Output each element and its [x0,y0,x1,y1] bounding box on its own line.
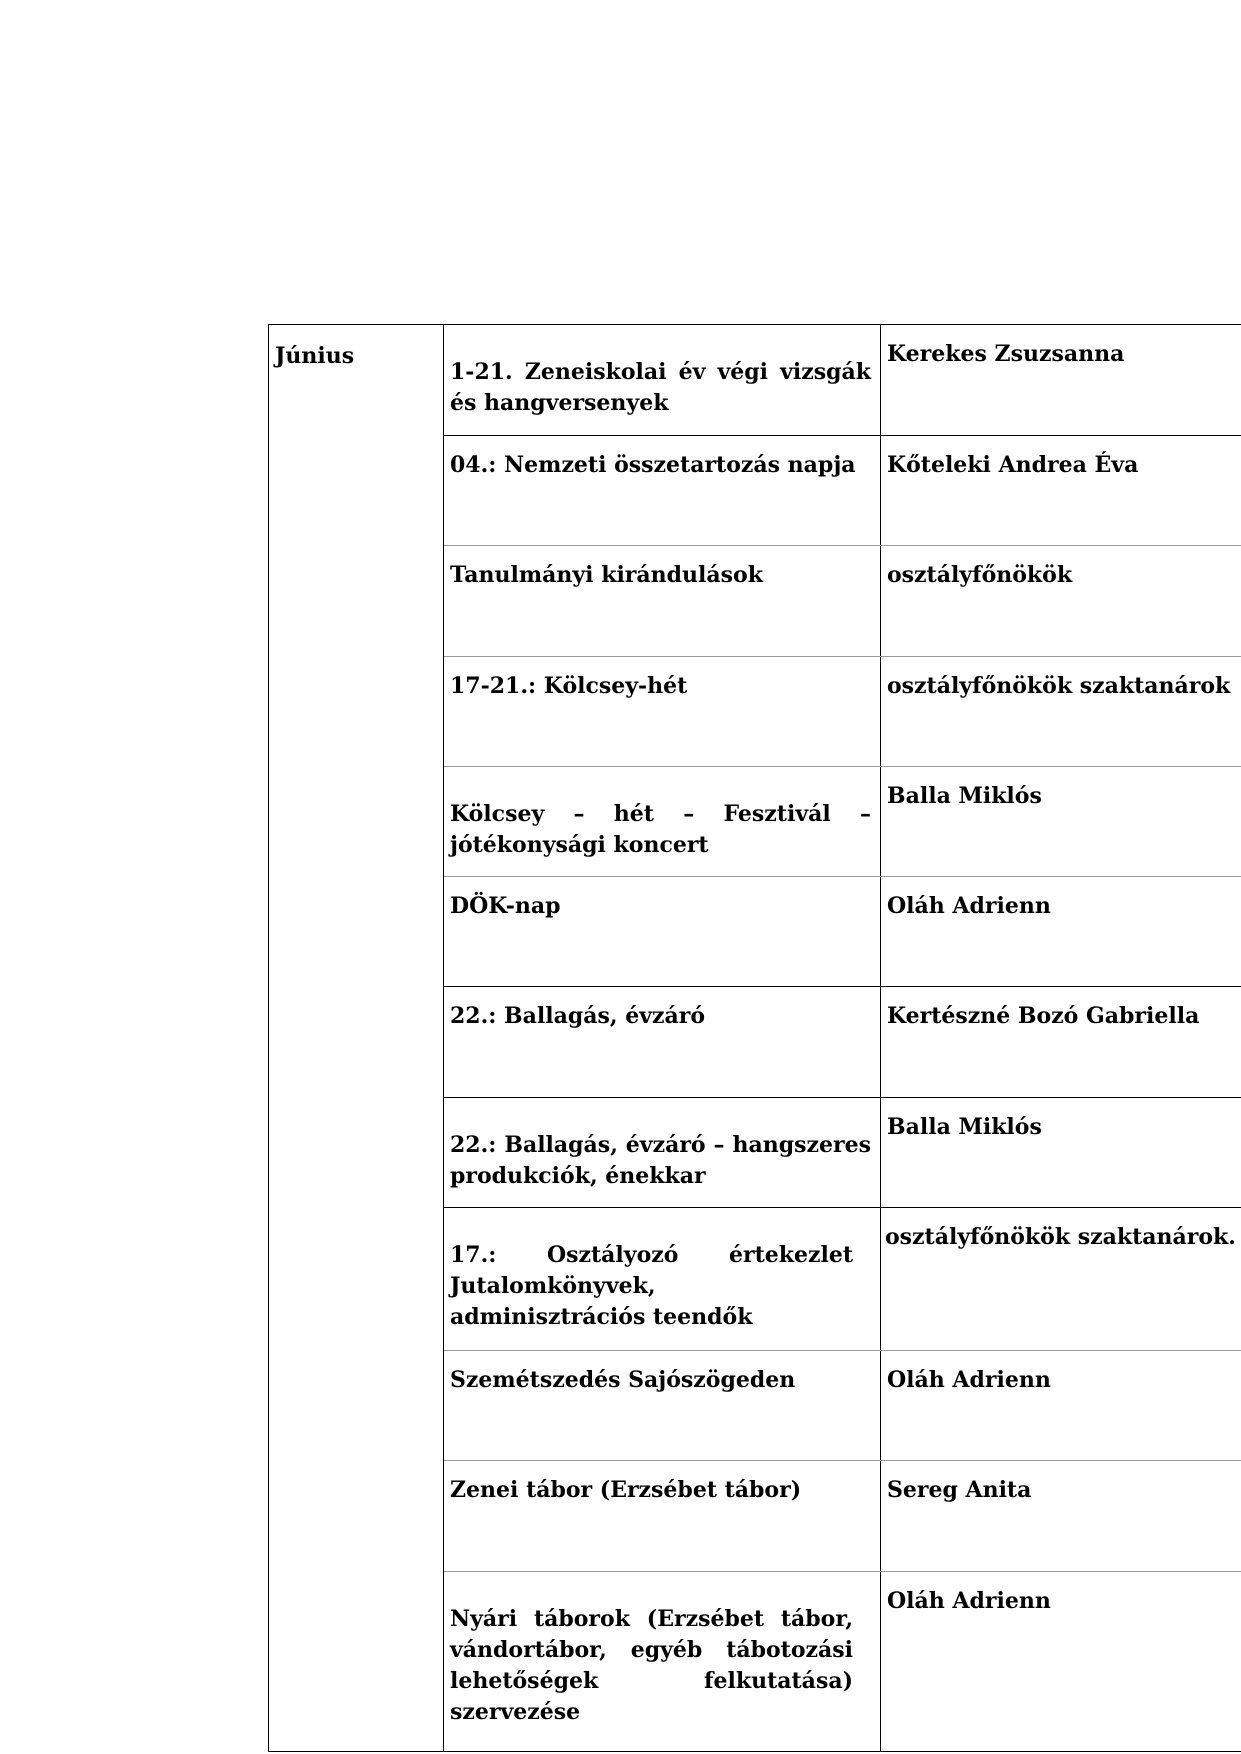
person-cell: Oláh Adrienn [887,1588,1051,1614]
person-cell: Balla Miklós [887,1114,1042,1140]
person-cell: osztályfőnökök szaktanárok [887,673,1231,699]
person-cell: Oláh Adrienn [887,1367,1051,1393]
table-row [444,435,1241,545]
person-cell: Kertészné Bozó Gabriella [887,1003,1200,1029]
table-row [444,656,1241,766]
table-row [444,1571,1241,1751]
event-cell: 1-21. Zeneiskolai év végi vizsgák és hangversenyek [450,359,871,416]
table-row [444,1207,1241,1350]
table-row [444,986,1241,1097]
table-row [444,876,1241,986]
event-cell: DÖK-nap [450,893,561,919]
event-cell: Szemétszedés Sajószögeden [450,1367,796,1393]
table-row [444,1350,1241,1460]
table-row [444,325,1241,435]
person-cell: Balla Miklós [887,783,1042,809]
event-cell: 22.: Ballagás, évzáró [450,1003,706,1029]
table-row [444,545,1241,656]
event-cell: Nyári táborok (Erzsébet tábor, vándortábor, egyéb tábotozási lehetőségek felkutatása) szervezése [450,1606,853,1725]
person-cell: Kőteleki Andrea Éva [887,452,1139,478]
event-cell: Kölcsey – hét – Fesztivál – jótékonysági koncert [450,801,871,858]
person-cell: osztályfőnökök szaktanárok. [885,1224,1236,1250]
event-cell: 17-21.: Kölcsey-hét [450,673,688,699]
table-row [444,1097,1241,1207]
event-cell: 04.: Nemzeti összetartozás napja [450,452,856,478]
event-cell: Tanulmányi kirándulások [450,562,763,588]
person-cell: Sereg Anita [887,1477,1032,1503]
event-cell: 17.: Osztályozó értekezlet Jutalomkönyvek, adminisztrációs teendők [450,1242,853,1330]
schedule-table [268,324,1241,1752]
event-cell: 22.: Ballagás, évzáró – hangszeres produkciók, énekkar [450,1132,871,1189]
event-cell: Zenei tábor (Erzsébet tábor) [450,1477,802,1503]
table-row [444,766,1241,876]
month-label: Június [275,343,355,369]
person-cell: Oláh Adrienn [887,893,1051,919]
person-cell: Kerekes Zsuzsanna [887,341,1125,367]
table-row [444,1460,1241,1571]
person-cell: osztályfőnökök [887,562,1073,588]
